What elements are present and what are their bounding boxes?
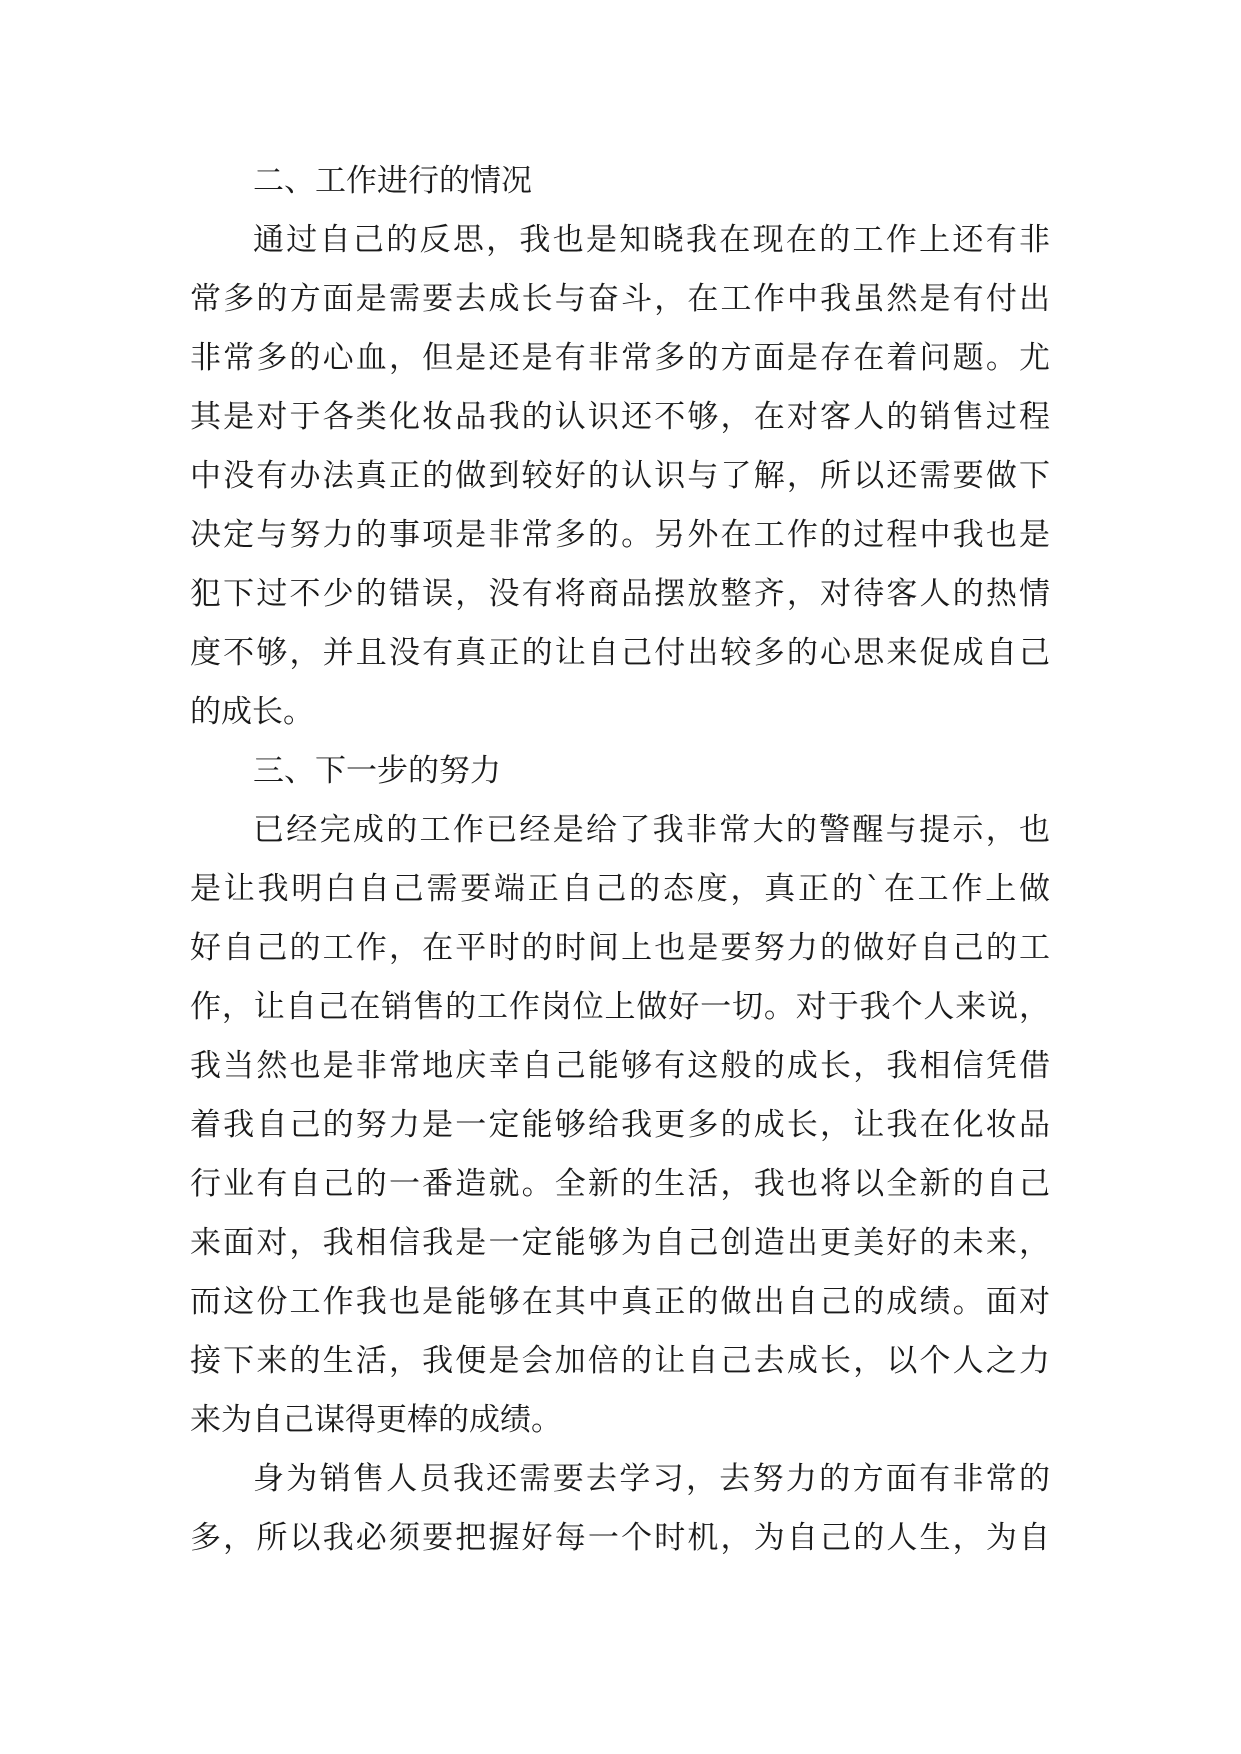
paragraph-line: 的成长。 [190,694,314,730]
paragraph-line: 通过自己的反思，我也是知晓我在现在的工作上还有非 [253,222,1050,258]
paragraph-line: 常多的方面是需要去成长与奋斗，在工作中我虽然是有付出 [190,281,1050,317]
paragraph-line: 决定与努力的事项是非常多的。另外在工作的过程中我也是 [190,517,1050,553]
paragraph-line: 度不够，并且没有真正的让自己付出较多的心思来促成自己 [190,635,1050,671]
paragraph-line: 接下来的生活，我便是会加倍的让自己去成长，以个人之力 [190,1343,1050,1379]
paragraph-line: 我当然也是非常地庆幸自己能够有这般的成长，我相信凭借 [190,1048,1050,1084]
paragraph-line: 其是对于各类化妆品我的认识还不够，在对客人的销售过程 [190,399,1050,435]
paragraph-line: 作，让自己在销售的工作岗位上做好一切。对于我个人来说， [190,989,1050,1025]
paragraph-work-progress [190,211,1050,742]
paragraph-line: 中没有办法真正的做到较好的认识与了解，所以还需要做下 [190,458,1050,494]
paragraph-next-steps [190,801,1050,1450]
paragraph-line: 多，所以我必须要把握好每一个时机，为自己的人生，为自 [190,1520,1050,1556]
paragraph-line: 着我自己的努力是一定能够给我更多的成长，让我在化妆品 [190,1107,1050,1143]
section-heading-2: 二、工作进行的情况 [253,163,532,199]
paragraph-line: 来为自己谋得更棒的成绩。 [190,1402,562,1438]
paragraph-line: 非常多的心血，但是还是有非常多的方面是存在着问题。尤 [190,340,1050,376]
paragraph-line: 而这份工作我也是能够在其中真正的做出自己的成绩。面对 [190,1284,1050,1320]
section-heading-3: 三、下一步的努力 [253,753,501,789]
paragraph-line: 身为销售人员我还需要去学习，去努力的方面有非常的 [253,1461,1050,1497]
paragraph-sales-learning [190,1450,1050,1568]
paragraph-line: 犯下过不少的错误，没有将商品摆放整齐，对待客人的热情 [190,576,1050,612]
paragraph-line: 行业有自己的一番造就。全新的生活，我也将以全新的自己 [190,1166,1050,1202]
paragraph-line: 是让我明白自己需要端正自己的态度，真正的`在工作上做 [190,871,1050,907]
paragraph-line: 来面对，我相信我是一定能够为自己创造出更美好的未来， [190,1225,1050,1261]
paragraph-line: 好自己的工作，在平时的时间上也是要努力的做好自己的工 [190,930,1050,966]
document-body [190,152,1050,1568]
paragraph-line: 已经完成的工作已经是给了我非常大的警醒与提示，也 [253,812,1050,848]
